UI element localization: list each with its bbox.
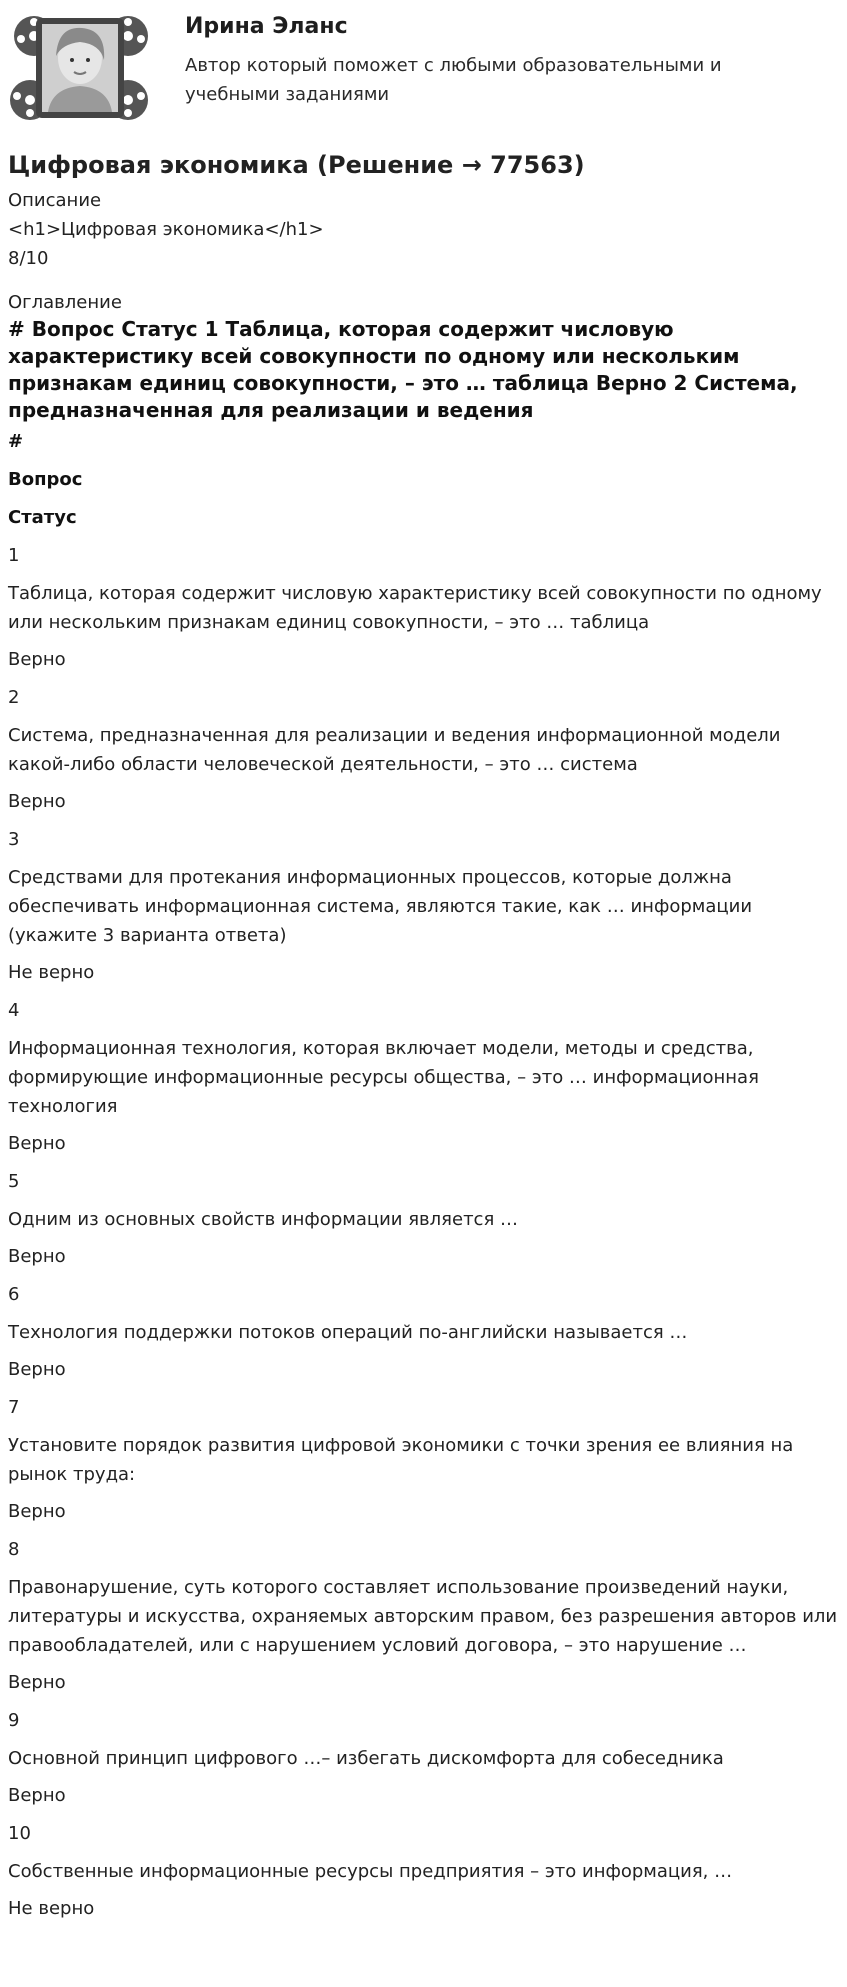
row-question: Основной принцип цифрового …– избегать дискомфорта для собеседника (8, 1748, 724, 1769)
row-question: Собственные информационные ресурсы предприятия – это информация, … (8, 1861, 733, 1882)
author-name[interactable]: Ирина Эланс (185, 14, 348, 39)
row-number: 1 (8, 545, 20, 566)
column-header-status: Статус (8, 507, 77, 528)
row-question: Информационная технология, которая включает модели, методы и средства, формирующие информационные ресурсы общества, – это … информационная технология (8, 1038, 759, 1117)
score: 8/10 (8, 248, 49, 269)
table-row (8, 1283, 840, 1382)
document-content (8, 148, 840, 1921)
row-number: 6 (8, 1284, 20, 1305)
table-row (8, 1538, 840, 1695)
row-status: Верно (8, 1785, 66, 1806)
row-status: Верно (8, 1133, 66, 1154)
author-avatar[interactable] (8, 8, 150, 126)
row-number: 3 (8, 829, 20, 850)
row-status: Верно (8, 1246, 66, 1267)
row-status: Верно (8, 1501, 66, 1522)
row-status: Верно (8, 1359, 66, 1380)
page-title: Цифровая экономика (Решение → 77563) (8, 151, 585, 179)
results-table (8, 430, 840, 1921)
toc-label: Оглавление (8, 292, 122, 313)
table-row (8, 999, 840, 1156)
toc-heading[interactable]: # Вопрос Статус 1 Таблица, которая содержит числовую характеристику всей совокупности по одному или нескольким признакам единиц совокупности, – это … таблица Верно 2 Система, предназначенная для реализации и ведения (8, 317, 798, 422)
row-status: Верно (8, 791, 66, 812)
row-status: Не верно (8, 962, 95, 983)
row-number: 10 (8, 1823, 31, 1844)
row-number: 9 (8, 1710, 20, 1731)
row-status: Верно (8, 649, 66, 670)
table-row (8, 544, 840, 672)
row-number: 2 (8, 687, 20, 708)
row-question: Одним из основных свойств информации является … (8, 1209, 519, 1230)
table-row (8, 828, 840, 985)
raw-html-line: <h1>Цифровая экономика</h1> (8, 219, 324, 240)
table-row (8, 686, 840, 814)
row-number: 4 (8, 1000, 20, 1021)
column-header-number: # (8, 431, 24, 452)
row-status: Не верно (8, 1898, 95, 1919)
row-question: Установите порядок развития цифровой экономики с точки зрения ее влияния на рынок труда: (8, 1435, 794, 1485)
author-card (8, 8, 838, 128)
row-question: Технология поддержки потоков операций по-английски называется … (8, 1322, 688, 1343)
table-row (8, 1822, 840, 1921)
row-status: Верно (8, 1672, 66, 1693)
row-question: Система, предназначенная для реализации и ведения информационной модели какой-либо области человеческой деятельности, – это … система (8, 725, 781, 775)
row-number: 7 (8, 1397, 20, 1418)
table-row (8, 1396, 840, 1524)
description-label: Описание (8, 190, 102, 211)
row-number: 5 (8, 1171, 20, 1192)
row-question: Средствами для протекания информационных процессов, которые должна обеспечивать информационная система, являются такие, как … информации (укажите 3 варианта ответа) (8, 867, 753, 946)
author-description: Автор который поможет с любыми образовательными и учебными заданиями (185, 55, 722, 105)
column-header-question: Вопрос (8, 469, 83, 490)
row-question: Таблица, которая содержит числовую характеристику всей совокупности по одному или нескольким признакам единиц совокупности, – это … таблица (8, 583, 822, 633)
row-question: Правонарушение, суть которого составляет использование произведений науки, литературы и искусства, охраняемых авторским правом, без разрешения авторов или правообладателей, или с нарушением условий договора, – это нарушение … (8, 1577, 838, 1656)
row-number: 8 (8, 1539, 20, 1560)
table-row (8, 1709, 840, 1808)
table-row (8, 1170, 840, 1269)
